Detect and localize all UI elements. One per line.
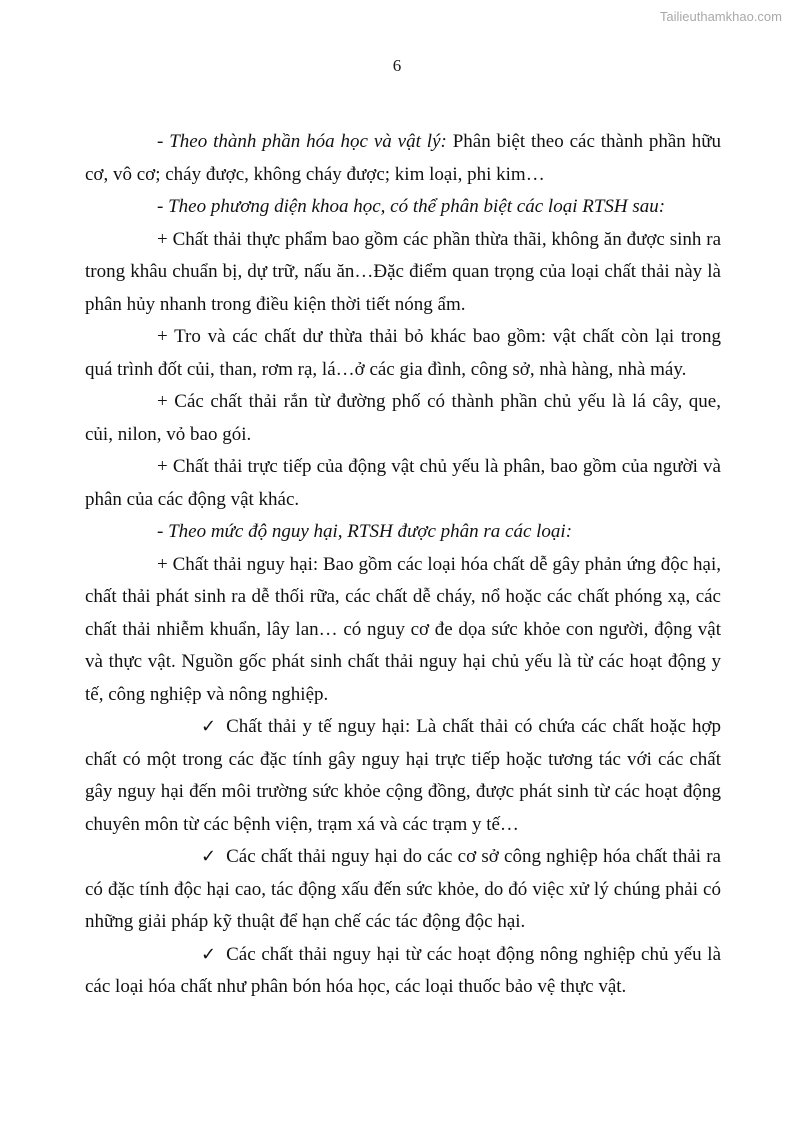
paragraph: + Tro và các chất dư thừa thải bỏ khác bao gồm: vật chất còn lại trong quá trình đốt củi, than, rơm rạ, lá…ở các gia đình, công sở, nhà hàng, nhà máy. bbox=[85, 326, 721, 380]
paragraph bbox=[85, 841, 721, 939]
check-icon: ✓ bbox=[201, 846, 217, 867]
paragraph: + Chất thải nguy hại: Bao gồm các loại hóa chất dễ gây phản ứng độc hại, chất thải phát sinh ra dễ thối rữa, các chất dễ cháy, nổ hoặc các chất phóng xạ, các chất thải nhiễm khuẩn, lây lan… có nguy cơ đe dọa sức khỏe con người, động vật và thực vật. Nguồn gốc phát sinh chất thải nguy hại chủ yếu là từ các hoạt động y tế, công nghiệp và nông nghiệp. bbox=[85, 553, 721, 705]
paragraph: + Các chất thải rắn từ đường phố có thành phần chủ yếu là lá cây, que, củi, nilon, vỏ bao gói. bbox=[85, 391, 721, 445]
paragraph-lead-italic: - Theo thành phần hóa học và vật lý: bbox=[157, 131, 447, 152]
paragraph bbox=[85, 126, 721, 191]
paragraph bbox=[85, 939, 721, 1004]
page-number: 6 bbox=[392, 56, 402, 75]
paragraph: - Theo phương diện khoa học, có thể phân biệt các loại RTSH sau: bbox=[157, 196, 666, 217]
paragraph bbox=[85, 711, 721, 841]
paragraph: - Theo mức độ nguy hại, RTSH được phân ra các loại: bbox=[157, 521, 573, 542]
paragraph: + Chất thải trực tiếp của động vật chủ yếu là phân, bao gồm của người và phân của các động vật khác. bbox=[85, 456, 721, 510]
paragraph-text: Phân biệt theo các thành phần hữu cơ, vô cơ; cháy được, không cháy được; kim loại, phi kim… bbox=[85, 131, 721, 185]
paragraph-text: Các chất thải nguy hại từ các hoạt động nông nghiệp chủ yếu là các loại hóa chất như phân bón hóa học, các loại thuốc bảo vệ thực vật. bbox=[85, 943, 721, 997]
watermark: Tailieuthamkhao.com bbox=[659, 9, 782, 24]
document-body bbox=[85, 126, 721, 1004]
paragraph: + Chất thải thực phẩm bao gồm các phần thừa thãi, không ăn được sinh ra trong khâu chuẩn bị, dự trữ, nấu ăn…Đặc điểm quan trọng của loại chất thải này là phân hủy nhanh trong điều kiện thời tiết nóng ẩm. bbox=[85, 228, 721, 315]
paragraph-text: Chất thải y tế nguy hại: Là chất thải có chứa các chất hoặc hợp chất có một trong các đặc tính gây nguy hại trực tiếp hoặc tương tác với các chất gây nguy hại đến môi trường sức khỏe cộng đồng, được phát sinh từ các hoạt động chuyên môn từ các bệnh viện, trạm xá và các trạm y tế… bbox=[85, 716, 721, 835]
paragraph-text: Các chất thải nguy hại do các cơ sở công nghiệp hóa chất thải ra có đặc tính độc hại cao, tác động xấu đến sức khỏe, do đó việc xử lý chúng phải có những giải pháp kỹ thuật để hạn chế các tác động độc hại. bbox=[85, 846, 721, 932]
check-icon: ✓ bbox=[201, 943, 217, 965]
check-icon: ✓ bbox=[201, 716, 217, 737]
